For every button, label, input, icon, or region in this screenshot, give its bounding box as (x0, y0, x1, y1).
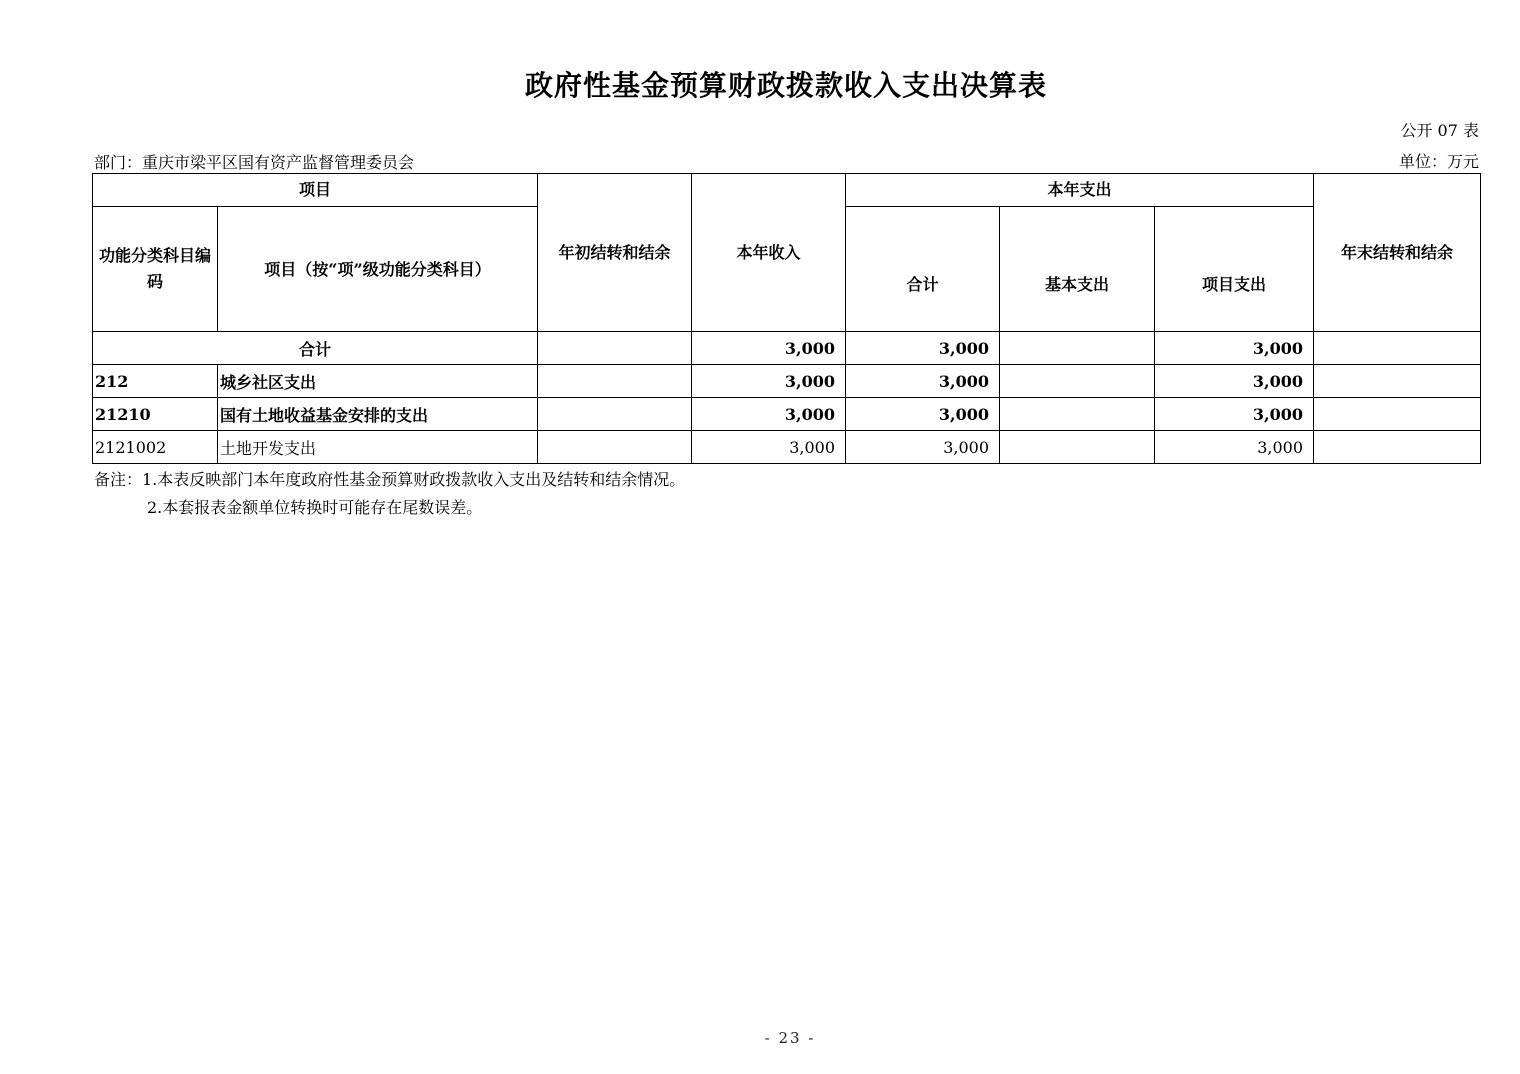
total-label: 合计 (93, 332, 538, 365)
header-total: 合计 (846, 207, 1000, 332)
total-basic (1000, 332, 1155, 365)
row-project-exp: 3,000 (1155, 398, 1314, 431)
total-project-exp: 3,000 (1155, 332, 1314, 365)
row-begin-balance (538, 431, 692, 464)
department-label: 部门：重庆市梁平区国有资产监督管理委员会 (94, 153, 415, 172)
row-name: 国有土地收益基金安排的支出 (218, 398, 538, 431)
header-end-balance: 年末结转和结余 (1314, 174, 1481, 332)
row-code: 21210 (93, 398, 218, 431)
row-end-balance (1314, 431, 1481, 464)
table-row (93, 398, 1481, 431)
table-row (93, 431, 1481, 464)
row-end-balance (1314, 365, 1481, 398)
row-basic (1000, 431, 1155, 464)
header-func-code: 功能分类科目编码 (93, 207, 218, 332)
row-expense-total: 3,000 (846, 365, 1000, 398)
row-code: 2121002 (93, 431, 218, 464)
row-income: 3,000 (692, 365, 846, 398)
row-begin-balance (538, 398, 692, 431)
notes (94, 466, 685, 522)
header-income: 本年收入 (692, 174, 846, 332)
header-project-exp: 项目支出 (1155, 207, 1314, 332)
total-expense-total: 3,000 (846, 332, 1000, 365)
total-income: 3,000 (692, 332, 846, 365)
row-income: 3,000 (692, 398, 846, 431)
header-begin-balance: 年初结转和结余 (538, 174, 692, 332)
row-income: 3,000 (692, 431, 846, 464)
header-expense-group: 本年支出 (846, 174, 1314, 207)
header-project-group: 项目 (93, 174, 538, 207)
row-code: 212 (93, 365, 218, 398)
budget-table (92, 173, 1481, 464)
header-project-name: 项目（按“项”级功能分类科目） (218, 207, 538, 332)
row-expense-total: 3,000 (846, 398, 1000, 431)
total-end-balance (1314, 332, 1481, 365)
row-end-balance (1314, 398, 1481, 431)
note-line-1: 备注：1.本表反映部门本年度政府性基金预算财政拨款收入支出及结转和结余情况。 (94, 470, 686, 489)
table-row-total (93, 332, 1481, 365)
row-project-exp: 3,000 (1155, 365, 1314, 398)
unit-label: 单位：万元 (1398, 152, 1479, 171)
row-basic (1000, 365, 1155, 398)
row-begin-balance (538, 365, 692, 398)
total-begin-balance (538, 332, 692, 365)
row-basic (1000, 398, 1155, 431)
page-title: 政府性基金预算财政拨款收入支出决算表 (524, 69, 1047, 102)
row-name: 城乡社区支出 (218, 365, 538, 398)
row-expense-total: 3,000 (846, 431, 1000, 464)
row-project-exp: 3,000 (1155, 431, 1314, 464)
header-basic: 基本支出 (1000, 207, 1155, 332)
note-line-2: 2.本套报表金额单位转换时可能存在尾数误差。 (147, 498, 483, 517)
table-row (93, 365, 1481, 398)
page-number: - 23 - (764, 1029, 816, 1047)
form-code: 公开 07 表 (1400, 121, 1479, 140)
row-name: 土地开发支出 (218, 431, 538, 464)
